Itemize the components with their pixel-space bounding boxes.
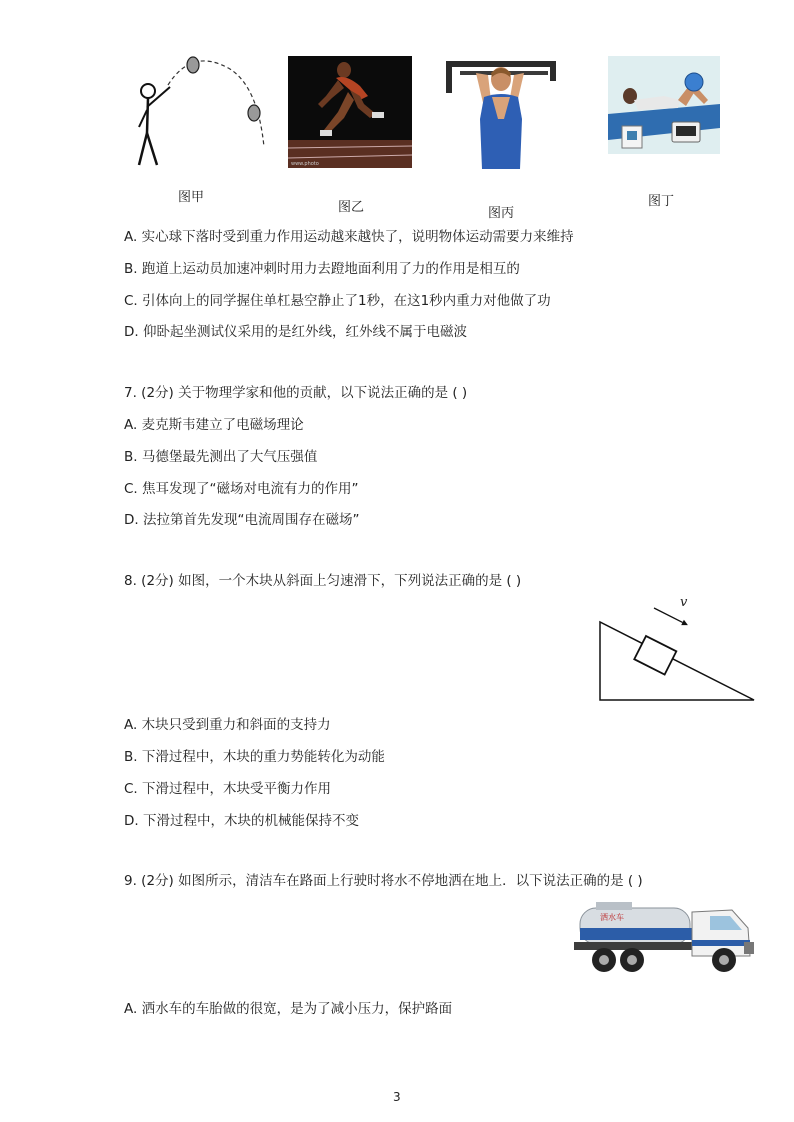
figure-yi-caption: 图乙 xyxy=(338,200,365,215)
figure-bing xyxy=(440,57,560,173)
q6-option-b: B. 跑道上运动员加速冲刺时用力去蹬地面利用了力的作用是相互的 xyxy=(124,261,520,277)
q9-stem: 9. (2分) 如图所示，清洁车在路面上行驶时将水不停地洒在地上．以下说法正确的是 ( ) xyxy=(124,873,643,889)
page-number: 3 xyxy=(393,1090,401,1104)
q8-option-d: D. 下滑过程中，木块的机械能保持不变 xyxy=(124,813,359,829)
q6-option-c: C. 引体向上的同学握住单杠悬空静止了1秒，在这1秒内重力对他做了功 xyxy=(124,293,551,309)
q6-option-d: D. 仰卧起坐测试仪采用的是红外线，红外线不属于电磁波 xyxy=(124,324,467,340)
figure-jia-caption: 图甲 xyxy=(178,190,205,205)
q8-option-a: A. 木块只受到重力和斜面的支持力 xyxy=(124,717,331,733)
q8-option-b: B. 下滑过程中，木块的重力势能转化为动能 xyxy=(124,749,385,765)
truck-sign-text: 洒水车 xyxy=(600,913,624,922)
q6-option-a: A. 实心球下落时受到重力作用运动越来越快了，说明物体运动需要力来维持 xyxy=(124,229,574,245)
figure-ding-caption: 图丁 xyxy=(648,194,675,209)
q7-stem: 7. (2分) 关于物理学家和他的贡献，以下说法正确的是 ( ) xyxy=(124,385,468,401)
water-truck-image xyxy=(570,894,760,980)
svg-text:www.photo: www.photo xyxy=(291,161,319,167)
incline-diagram xyxy=(596,596,760,706)
q7-option-b: B. 马德堡最先测出了大气压强值 xyxy=(124,449,318,465)
q7-option-c: C. 焦耳发现了“磁场对电流有力的作用” xyxy=(124,481,359,497)
figure-ding xyxy=(608,56,720,154)
figure-jia xyxy=(130,55,270,175)
q9-option-a: A. 洒水车的车胎做的很宽，是为了减小压力，保护路面 xyxy=(124,1001,453,1017)
velocity-label: v xyxy=(680,595,688,610)
figure-bing-caption: 图丙 xyxy=(488,206,515,221)
q8-stem: 8. (2分) 如图，一个木块从斜面上匀速滑下，下列说法正确的是 ( ) xyxy=(124,573,522,589)
q7-option-d: D. 法拉第首先发现“电流周围存在磁场” xyxy=(124,512,360,528)
q8-option-c: C. 下滑过程中，木块受平衡力作用 xyxy=(124,781,332,797)
figure-yi xyxy=(288,56,412,168)
q7-option-a: A. 麦克斯韦建立了电磁场理论 xyxy=(124,417,304,433)
